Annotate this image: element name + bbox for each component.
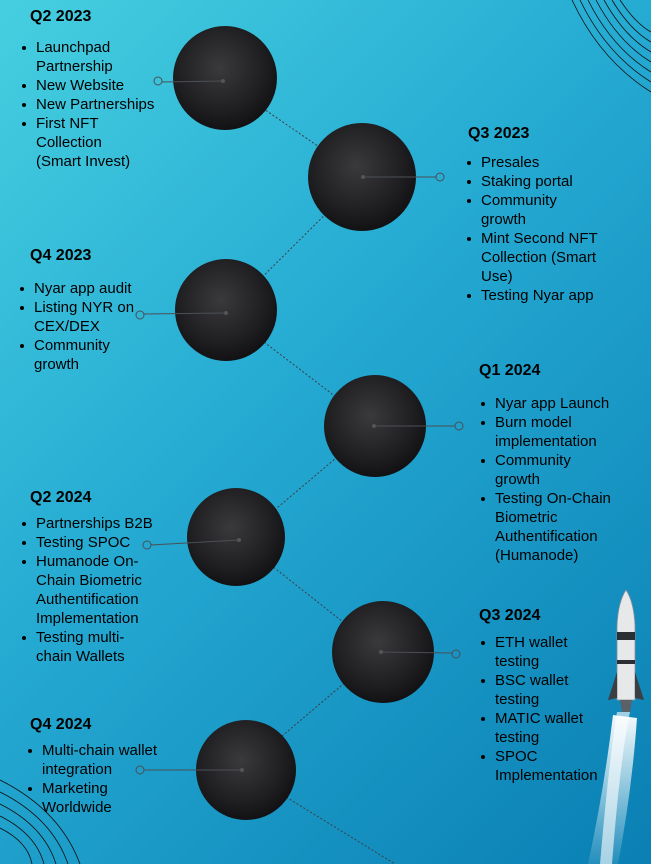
list-item: Testing SPOC — [22, 533, 180, 552]
list-item: Mint Second NFT Collection (Smart Use) — [467, 229, 628, 286]
list-item: Staking portal — [467, 172, 628, 191]
timeline-node-5 — [187, 488, 285, 586]
section-title: Q2 2024 — [30, 489, 92, 506]
list-item: Humanode On- Chain Biometric Authentification Implementation — [22, 552, 180, 628]
roadmap-section-q2-2023 — [30, 7, 180, 171]
list-item: Marketing Worldwide — [28, 779, 190, 817]
list-item: Presales — [467, 153, 628, 172]
roadmap-section-q2-2024 — [30, 488, 180, 666]
list-item: Nyar app Launch — [481, 394, 639, 413]
list-item: SPOC Implementation — [481, 747, 609, 785]
timeline-node-1 — [173, 26, 277, 130]
roadmap-section-q4-2024 — [30, 715, 190, 817]
list-item: Launchpad Partnership — [22, 38, 180, 76]
roadmap-section-q3-2023 — [468, 124, 628, 305]
list-item: Community growth — [481, 451, 639, 489]
list-item: Community growth — [20, 336, 180, 374]
section-title: Q3 2024 — [479, 607, 541, 624]
list-item: ETH wallet testing — [481, 633, 609, 671]
section-title: Q3 2023 — [468, 125, 530, 142]
list-item: BSC wallet testing — [481, 671, 609, 709]
list-item: Testing Nyar app — [467, 286, 628, 305]
section-title: Q2 2023 — [30, 8, 92, 25]
section-title: Q4 2023 — [30, 247, 92, 264]
list-item: Burn model implementation — [481, 413, 639, 451]
list-item: Multi-chain wallet integration — [28, 741, 190, 779]
list-item: Listing NYR on CEX/DEX — [20, 298, 180, 336]
timeline-node-3 — [175, 259, 277, 361]
list-item: Testing On-Chain Biometric Authentification (Humanode) — [481, 489, 639, 565]
list-item: First NFT Collection (Smart Invest) — [22, 114, 180, 171]
roadmap-section-q4-2023 — [30, 246, 180, 374]
list-item: New Website — [22, 76, 180, 95]
list-item: Nyar app audit — [20, 279, 180, 298]
decorative-curves-top — [572, 0, 651, 92]
list-item: Testing multi- chain Wallets — [22, 628, 180, 666]
list-item: New Partnerships — [22, 95, 180, 114]
section-title: Q4 2024 — [30, 716, 92, 733]
list-item: Partnerships B2B — [22, 514, 180, 533]
roadmap-section-q1-2024 — [479, 361, 639, 565]
section-title: Q1 2024 — [479, 362, 541, 379]
list-item: MATIC wallet testing — [481, 709, 609, 747]
roadmap-section-q3-2024 — [479, 606, 609, 785]
list-item: Community growth — [467, 191, 628, 229]
